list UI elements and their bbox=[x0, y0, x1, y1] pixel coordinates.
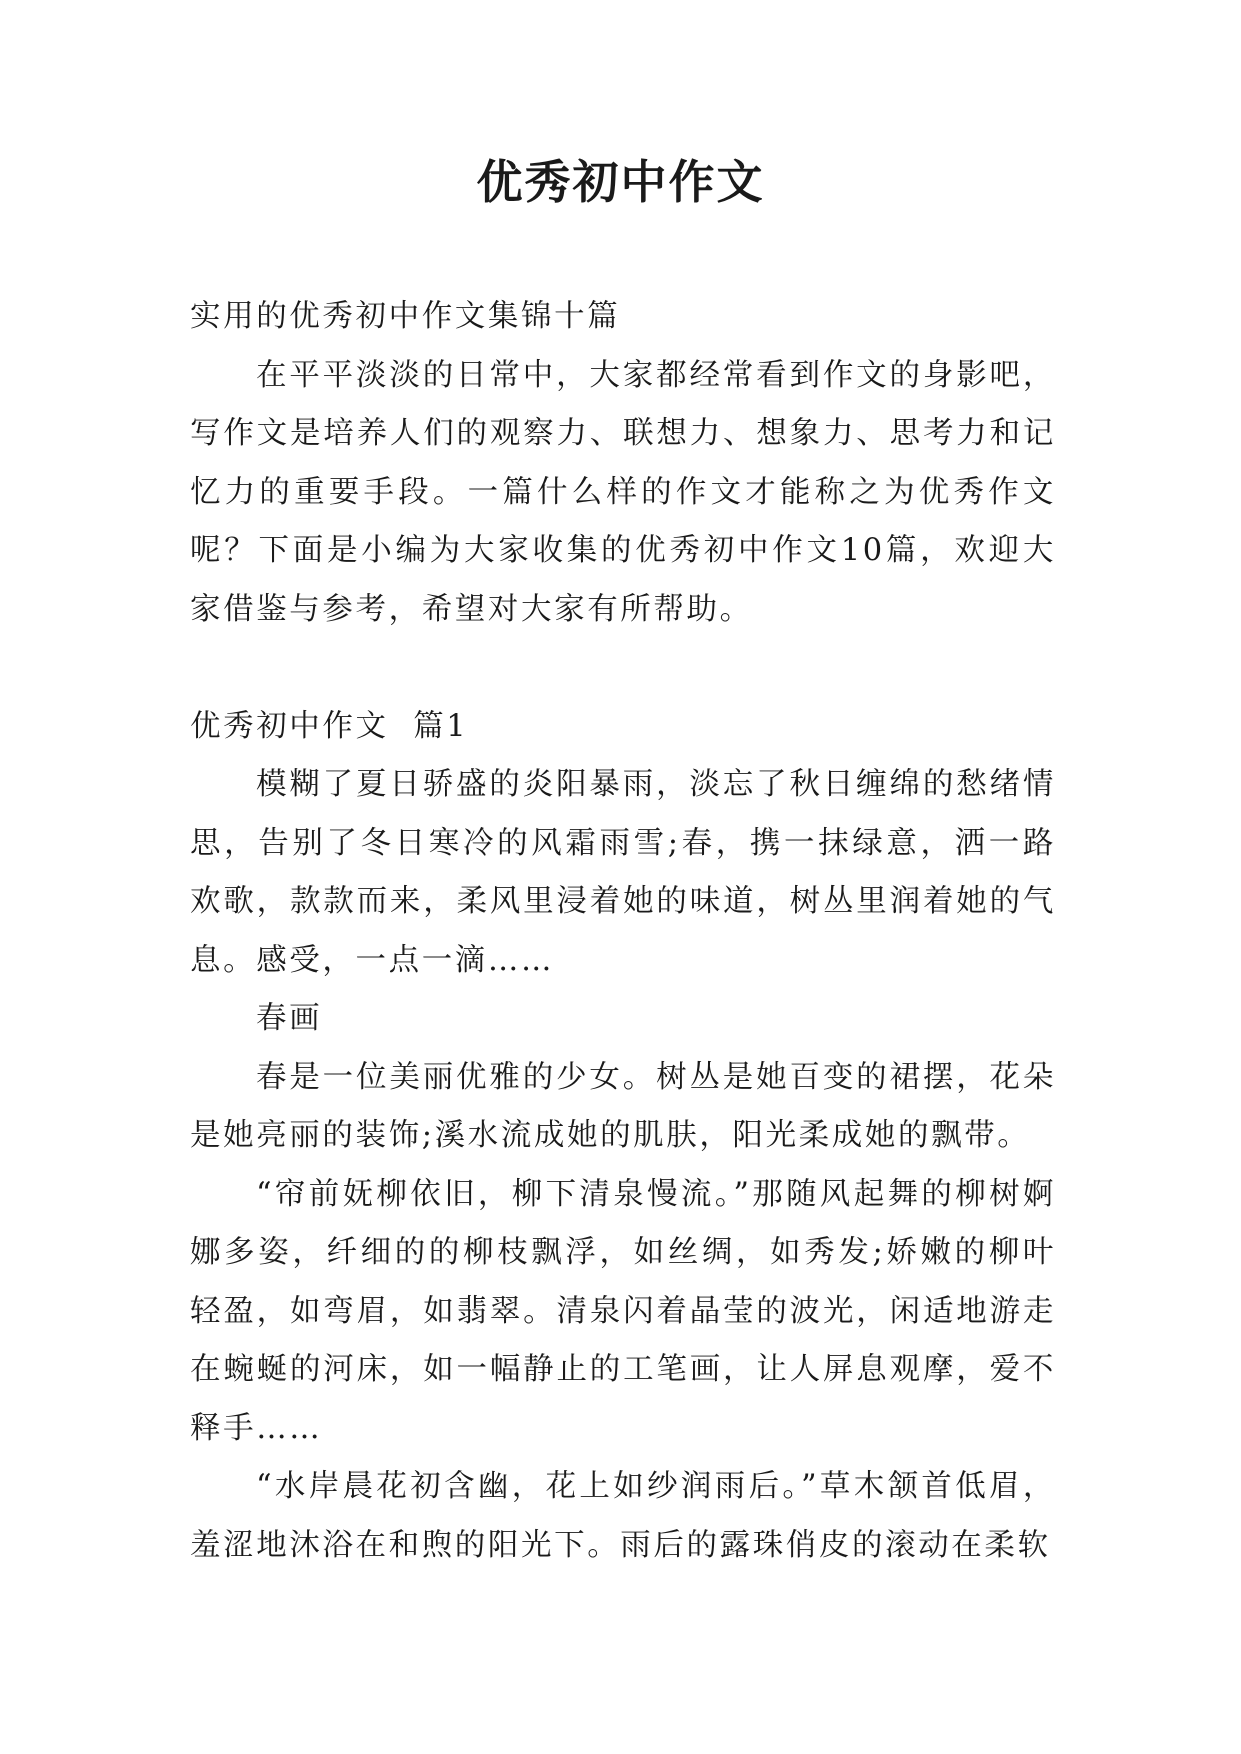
document-subtitle: 实用的优秀初中作文集锦十篇 bbox=[190, 299, 621, 334]
section-heading: 优秀初中作文 篇1 bbox=[190, 708, 469, 744]
essay-paragraph: “帘前妩柳依旧，柳下清泉慢流。”那随风起舞的柳树婀娜多姿，纤细的的柳枝飘浮，如丝绸，如秀发;娇嫩的柳叶轻盈，如弯眉，如翡翠。清泉闪着晶莹的波光，闲适地游走在蜿蜒的河床，如一幅静止的工笔画，让人屏息观摩，爱不释手…… bbox=[190, 1176, 1056, 1446]
essay-paragraph: 春是一位美丽优雅的少女。树丛是她百变的裙摆，花朵是她亮丽的装饰;溪水流成她的肌肤，阳光柔成她的飘带。 bbox=[190, 1059, 1056, 1153]
intro-paragraph: 在平平淡淡的日常中，大家都经常看到作文的身影吧，写作文是培养人们的观察力、联想力、想象力、思考力和记忆力的重要手段。一篇什么样的作文才能称之为优秀作文呢？下面是小编为大家收集的优秀初中作文10篇，欢迎大家借鉴与参考，希望对大家有所帮助。 bbox=[190, 357, 1056, 627]
essay-paragraph: 模糊了夏日骄盛的炎阳暴雨，淡忘了秋日缠绵的愁绪情思，告别了冬日寒冷的风霜雨雪;春，携一抹绿意，洒一路欢歌，款款而来，柔风里浸着她的味道，树丛里润着她的气息。感受，一点一滴…… bbox=[190, 767, 1056, 978]
document-title: 优秀初中作文 bbox=[476, 155, 765, 209]
document-body bbox=[190, 288, 1056, 1575]
essay-subheading: 春画 bbox=[256, 1001, 323, 1036]
section-spacer bbox=[190, 639, 1056, 698]
essay-paragraph: “水岸晨花初含幽，花上如纱润雨后。”草木颔首低眉，羞涩地沐浴在和煦的阳光下。雨后的露珠俏皮的滚动在柔软 bbox=[190, 1469, 1056, 1563]
